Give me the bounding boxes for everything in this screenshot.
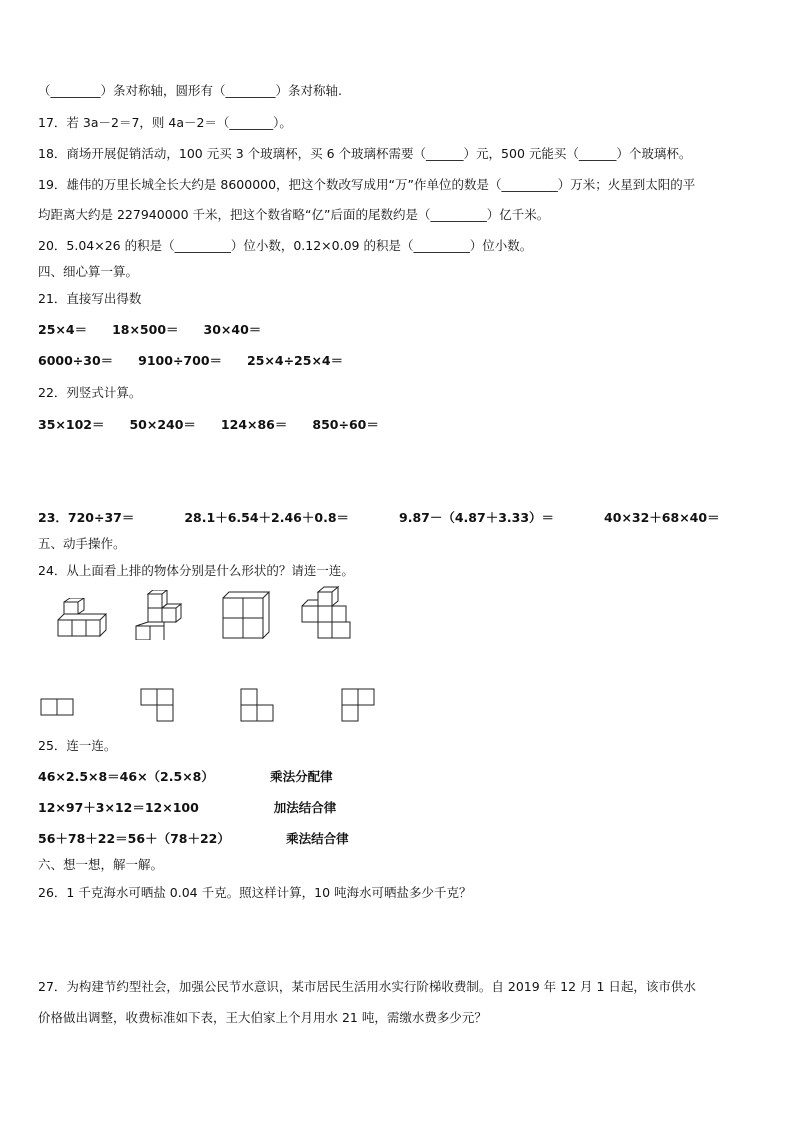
q18: 18．商场开展促销活动，100 元买 3 个玻璃杯，买 6 个玻璃杯需要（______）元，500 元能买（______）个玻璃杯。 xyxy=(38,146,692,161)
top-view-l-shape-3 xyxy=(341,688,377,724)
cube-stack-figure-2 xyxy=(132,590,192,640)
q23: 23．720÷37＝ 28.1＋6.54＋2.46＋0.8＝ 9.87－（4.87＋3.33）＝ 40×32＋68×40＝ xyxy=(38,510,720,525)
q21-row1: 25×4＝ 18×500＝ 30×40＝ xyxy=(38,322,262,337)
top-view-l-shape-1 xyxy=(140,688,176,724)
cube-stack-figure-3 xyxy=(217,590,273,642)
q17: 17．若 3a－2＝7，则 4a－2＝（_______）。 xyxy=(38,115,292,130)
section-4-heading: 四、细心算一算。 xyxy=(38,264,139,279)
q16-continuation: （________）条对称轴，圆形有（________）条对称轴. xyxy=(38,83,342,98)
q20: 20．5.04×26 的积是（_________）位小数，0.12×0.09 的积是（_________）位小数。 xyxy=(38,238,533,253)
section-6-heading: 六、想一想，解一解。 xyxy=(38,857,164,872)
q19-line2: 均距离大约是 227940000 千米，把这个数省略“亿”后面的尾数约是（_________）亿千米。 xyxy=(38,207,550,222)
q25: 25．连一连。 xyxy=(38,738,117,753)
q19-line1: 19．雄伟的万里长城全长大约是 8600000，把这个数改写成用“万”作单位的数是（_________）万米；火星到太阳的平 xyxy=(38,177,696,192)
q22: 22．列竖式计算。 xyxy=(38,385,142,400)
q25-row2: 12×97＋3×12＝12×100 加法结合律 xyxy=(38,800,337,815)
q27-line2: 价格做出调整，收费标准如下表，王大伯家上个月用水 21 吨，需缴水费多少元？ xyxy=(38,1010,487,1025)
top-view-l-shape-2 xyxy=(240,688,276,724)
q26: 26．1 千克海水可晒盐 0.04 千克。照这样计算，10 吨海水可晒盐多少千克？ xyxy=(38,885,472,900)
top-view-two-squares xyxy=(40,698,76,718)
q25-row1: 46×2.5×8＝46×（2.5×8） 乘法分配律 xyxy=(38,769,333,784)
q21: 21．直接写出得数 xyxy=(38,291,142,306)
q21-row2: 6000÷30＝ 9100÷700＝ 25×4÷25×4＝ xyxy=(38,353,344,368)
cube-stack-figure-4 xyxy=(298,586,358,642)
section-5-heading: 五、动手操作。 xyxy=(38,536,126,551)
q22-items: 35×102＝ 50×240＝ 124×86＝ 850÷60＝ xyxy=(38,417,379,432)
q27-line1: 27．为构建节约型社会，加强公民节水意识，某市居民生活用水实行阶梯收费制。自 2019 年 12 月 1 日起，该市供水 xyxy=(38,979,696,994)
cube-stack-figure-1 xyxy=(50,598,110,640)
q24: 24．从上面看上排的物体分别是什么形状的？请连一连。 xyxy=(38,563,354,578)
q25-row3: 56＋78＋22＝56＋（78＋22） 乘法结合律 xyxy=(38,831,349,846)
